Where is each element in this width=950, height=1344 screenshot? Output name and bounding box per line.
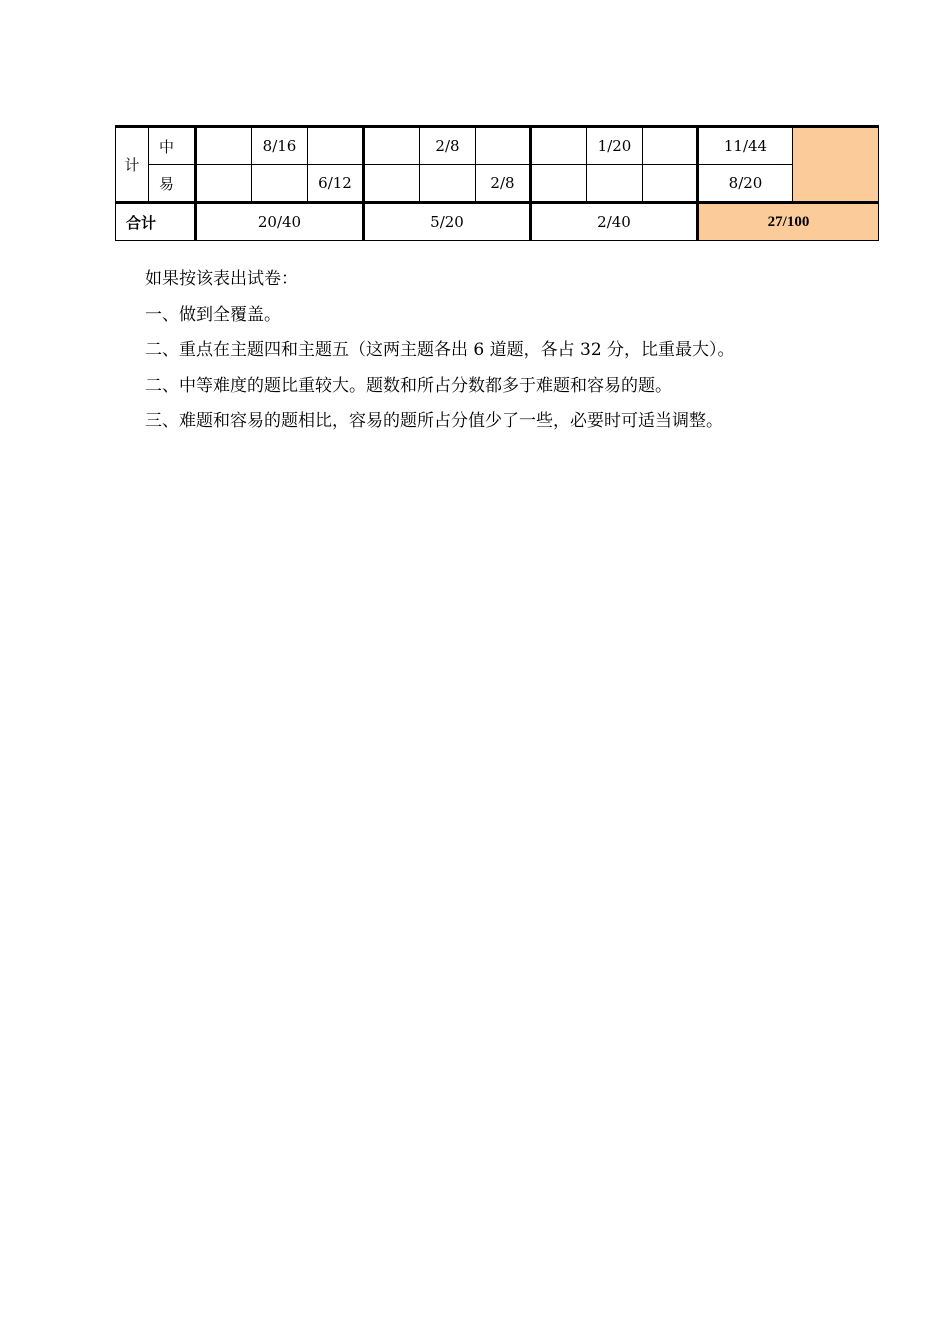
table-cell: 2/8 bbox=[420, 127, 476, 165]
table-cell bbox=[476, 127, 531, 165]
table-cell bbox=[364, 165, 420, 203]
highlight-cell bbox=[793, 127, 879, 203]
table-cell bbox=[308, 127, 364, 165]
sum-cell: 2/40 bbox=[531, 203, 698, 241]
notes-section bbox=[145, 262, 735, 440]
row-total-cell: 11/44 bbox=[698, 127, 793, 165]
table-cell bbox=[643, 127, 698, 165]
note-item: 三、难题和容易的题相比，容易的题所占分值少了一些，必要时可适当调整。 bbox=[145, 411, 723, 431]
difficulty-label: 中 bbox=[149, 127, 196, 165]
difficulty-distribution-table bbox=[115, 125, 879, 241]
sum-row bbox=[116, 203, 879, 241]
table-cell bbox=[196, 127, 252, 165]
table-cell bbox=[643, 165, 698, 203]
table-cell bbox=[531, 165, 587, 203]
notes-intro: 如果按该表出试卷： bbox=[145, 269, 298, 289]
table-cell bbox=[196, 165, 252, 203]
row-group-label: 计 bbox=[116, 127, 149, 203]
table-cell: 2/8 bbox=[476, 165, 531, 203]
table-cell bbox=[420, 165, 476, 203]
table-cell bbox=[531, 127, 587, 165]
sum-cell: 5/20 bbox=[364, 203, 531, 241]
sum-row-label: 合计 bbox=[116, 203, 196, 241]
table-cell bbox=[364, 127, 420, 165]
sum-cell: 20/40 bbox=[196, 203, 364, 241]
grand-total-cell: 27/100 bbox=[698, 203, 879, 241]
note-item: 二、重点在主题四和主题五（这两主题各出 6 道题，各占 32 分，比重最大）。 bbox=[145, 340, 735, 360]
table-cell bbox=[252, 165, 308, 203]
table-cell bbox=[587, 165, 643, 203]
table-row bbox=[116, 127, 879, 165]
note-item: 二、中等难度的题比重较大。题数和所占分数都多于难题和容易的题。 bbox=[145, 375, 672, 396]
row-total-cell: 8/20 bbox=[698, 165, 793, 203]
table-cell: 8/16 bbox=[252, 127, 308, 165]
table-cell: 1/20 bbox=[587, 127, 643, 165]
difficulty-label: 易 bbox=[149, 165, 196, 203]
note-item: 一、做到全覆盖。 bbox=[145, 304, 281, 325]
table-cell: 6/12 bbox=[308, 165, 364, 203]
table-row bbox=[116, 165, 879, 203]
